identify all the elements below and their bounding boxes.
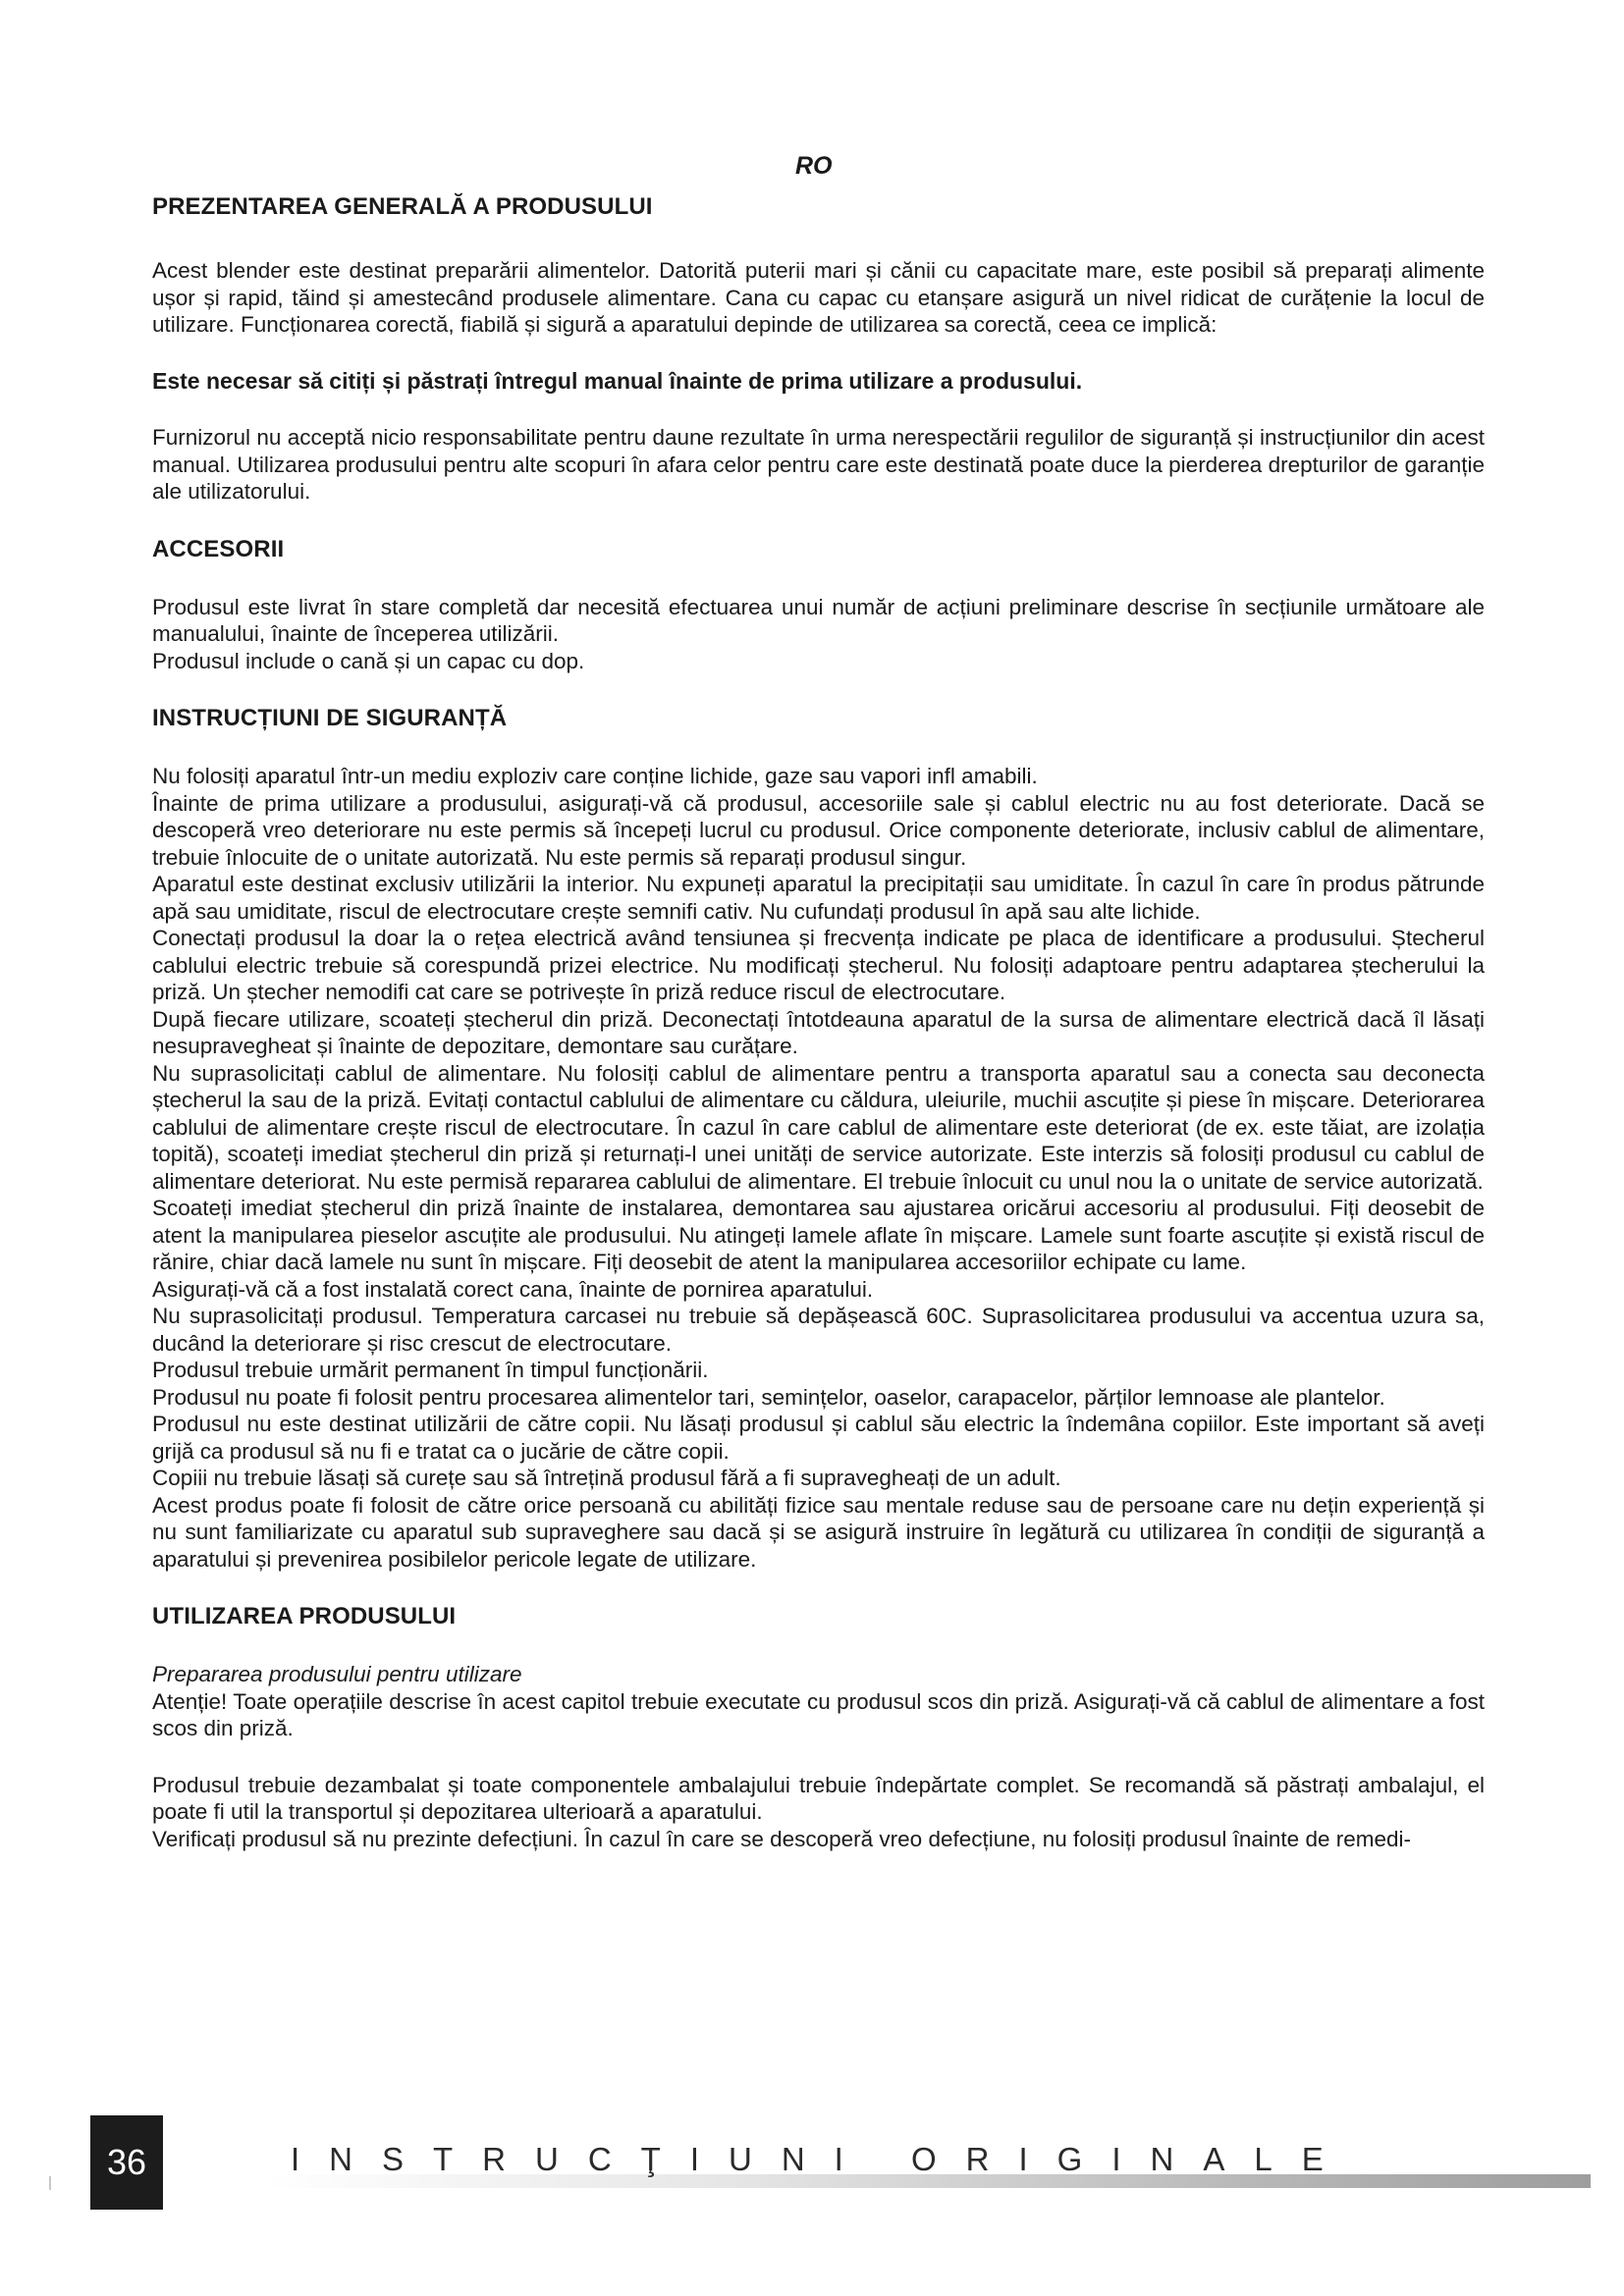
safety-paragraph-9: Nu suprasolicitați produsul. Temperatura carcasei nu trebuie să depășească 60C. Suprasolicitarea produsului va accentua uzura sa, ducând la deteriorare și risc crescut de electrocutare. bbox=[152, 1304, 1485, 1356]
section-title-usage: UTILIZAREA PRODUSULUI bbox=[152, 1603, 457, 1629]
section-safety bbox=[152, 704, 1485, 1573]
safety-paragraph-8: Asigurați-vă că a fost instalată corect cana, înainte de pornirea aparatului. bbox=[152, 1276, 874, 1302]
section-usage bbox=[152, 1602, 1485, 1852]
safety-paragraph-7: Scoateți imediat ștecherul din priză înainte de instalarea, demontarea sau ajustarea oricărui accesoriu al produsului. Fiți deosebit de atent la manipularea pieselor ascuțite ale produsului. Nu atingeți lamele aflate în mișcare. Lamele sunt foarte ascuțite și există riscul de rănire, chiar dacă lamele nu sunt în mișcare. Fiți deosebit de atent la manipularea accesoriilor echipate cu lame. bbox=[152, 1196, 1485, 1274]
safety-paragraph-12: Produsul nu este destinat utilizării de către copii. Nu lăsați produsul și cablul său electric la îndemâna copiilor. Este important să aveți grijă ca produsul să nu fi e tratat ca o jucărie de către copii. bbox=[152, 1412, 1485, 1464]
footer-tick bbox=[49, 2176, 51, 2190]
section-title-accessories: ACCESORII bbox=[152, 535, 285, 562]
safety-paragraph-3: Aparatul este destinat exclusiv utilizării la interior. Nu expuneți aparatul la precipitații sau umiditate. În cazul în care în produs pătrunde apă sau umiditate, riscul de electrocutare crește semnifi cativ. Nu cufundați produsul în apă sau alte lichide. bbox=[152, 872, 1485, 924]
safety-paragraph-4: Conectați produsul la doar la o rețea electrică având tensiunea și frecvența indicate pe placa de identificare a produsului. Ștecherul cablului electric trebuie să corespundă prizei electrice. Nu modificați ștecherul. Nu folosiți adaptoare pentru adaptarea ștecherului la priză. Un ștecher nemodifi cat care se potrivește în priză reduce riscul de electrocutare. bbox=[152, 926, 1485, 1004]
section-title-overview: PREZENTAREA GENERALĂ A PRODUSULUI bbox=[152, 193, 653, 220]
safety-paragraph-11: Produsul nu poate fi folosit pentru procesarea alimentelor tari, semințelor, oaselor, carapacelor, părților lemnoase ale plantelor. bbox=[152, 1384, 1385, 1410]
usage-paragraph-3: Verificați produsul să nu prezinte defecțiuni. În cazul în care se descoperă vreo defecțiune, nu folosiți produsul înainte de remedi- bbox=[152, 1826, 1411, 1851]
overview-paragraph-2: Este necesar să citiți și păstrați întregul manual înainte de prima utilizare a produsului. bbox=[152, 367, 1083, 394]
safety-paragraph-13: Copiii nu trebuie lăsați să curețe sau să întrețină produsul fără a fi supravegheați de un adult. bbox=[152, 1466, 1061, 1490]
safety-paragraph-6: Nu suprasolicitați cablul de alimentare. Nu folosiți cablul de alimentare pentru a transporta aparatul sau a conecta sau deconecta ștecherul la sau de la priză. Evitați contactul cablului de alimentare cu căldura, uleiurile, muchii ascuțite și piese în mișcare. Deteriorarea cablului de alimentare crește riscul de electrocutare. În cazul în care cablul de alimentare este deteriorat (de ex. este tăiat, are izolația topită), scoateți imediat ștecherul din priză și returnați-l unei unități de service autorizate. Este interzis să folosiți produsul cu cablul de alimentare deteriorat. Nu este permisă repararea cablului de alimentare. El trebuie înlocuit cu unul nou la o unitate de service autorizată. bbox=[152, 1060, 1485, 1194]
usage-paragraph-2: Produsul trebuie dezambalat și toate componentele ambalajului trebuie îndepărtate complet. Se recomandă să păstrați ambalajul, el poate fi util la transportul și depozitarea ulterioară a aparatului. bbox=[152, 1772, 1485, 1824]
safety-paragraph-14: Acest produs poate fi folosit de către orice persoană cu abilități fizice sau mentale reduse sau de persoane care nu dețin experiență și nu sunt familiarizate cu aparatul sub supraveghere sau dacă și se asigură instruire în legătură cu utilizarea în condiții de siguranță a aparatului și prevenirea posibilelor pericole legate de utilizare. bbox=[152, 1492, 1485, 1572]
usage-subtitle: Prepararea produsului pentru utilizare bbox=[152, 1662, 522, 1686]
section-accessories bbox=[152, 535, 1485, 675]
accessories-paragraph-1: Produsul este livrat în stare completă dar necesită efectuarea unui număr de acțiuni preliminare descrise în secțiunile următoare ale manualului, înainte de începerea utilizării. bbox=[152, 594, 1485, 646]
section-title-safety: INSTRUCȚIUNI DE SIGURANȚĂ bbox=[152, 705, 508, 731]
page-footer bbox=[0, 2106, 1624, 2214]
accessories-paragraph-2: Produsul include o cană și un capac cu dop. bbox=[152, 648, 585, 673]
safety-paragraph-10: Produsul trebuie urmărit permanent în timpul funcționării. bbox=[152, 1358, 709, 1382]
safety-paragraph-5: După fiecare utilizare, scoateți ștecherul din priză. Deconectați întotdeauna aparatul de la sursa de alimentare electrică dacă îl lăsați nesupravegheat și înainte de depozitare, demontare sau curățare. bbox=[152, 1006, 1485, 1058]
safety-paragraph-2: Înainte de prima utilizare a produsului, asigurați-vă că produsul, accesoriile sale și cablul electric nu au fost deteriorate. Dacă se descoperă vreo deteriorare nu este permis să începeți lucrul cu produsul. Orice componente deteriorate, inclusiv cablul de alimentare, trebuie înlocuite de o unitate autorizată. Nu este permis să reparați produsul singur. bbox=[152, 790, 1485, 870]
language-code: RO bbox=[795, 152, 833, 180]
safety-paragraph-1: Nu folosiți aparatul într-un mediu exploziv care conține lichide, gaze sau vapori infl amabili. bbox=[152, 764, 1038, 788]
page-content bbox=[152, 192, 1485, 1852]
overview-paragraph-3: Furnizorul nu acceptă nicio responsabilitate pentru daune rezultate în urma nerespectării regulilor de siguranță și instrucțiunilor din acest manual. Utilizarea produsului pentru alte scopuri în afara celor pentru care este destinată poate duce la pierderea drepturilor de garanție ale utilizatorului. bbox=[152, 425, 1485, 504]
footer-title: INSTRUCŢIUNI ORIGINALE bbox=[291, 2141, 1353, 2177]
usage-paragraph-1: Atenție! Toate operațiile descrise în acest capitol trebuie executate cu produsul scos din priză. Asigurați-vă că cablul de alimentare a fost scos din priză. bbox=[152, 1688, 1485, 1740]
page-number: 36 bbox=[90, 2115, 163, 2210]
overview-paragraph-1: Acest blender este destinat preparării alimentelor. Datorită puterii mari și cănii cu capacitate mare, este posibil să preparați alimente ușor și rapid, tăind și amestecând produsele alimentare. Cana cu capac cu etanșare asigură un nivel ridicat de curățenie la locul de utilizare. Funcționarea corectă, fiabilă și sigură a aparatului depinde de utilizarea sa corectă, ceea ce implică: bbox=[152, 258, 1485, 337]
section-overview bbox=[152, 192, 1485, 506]
